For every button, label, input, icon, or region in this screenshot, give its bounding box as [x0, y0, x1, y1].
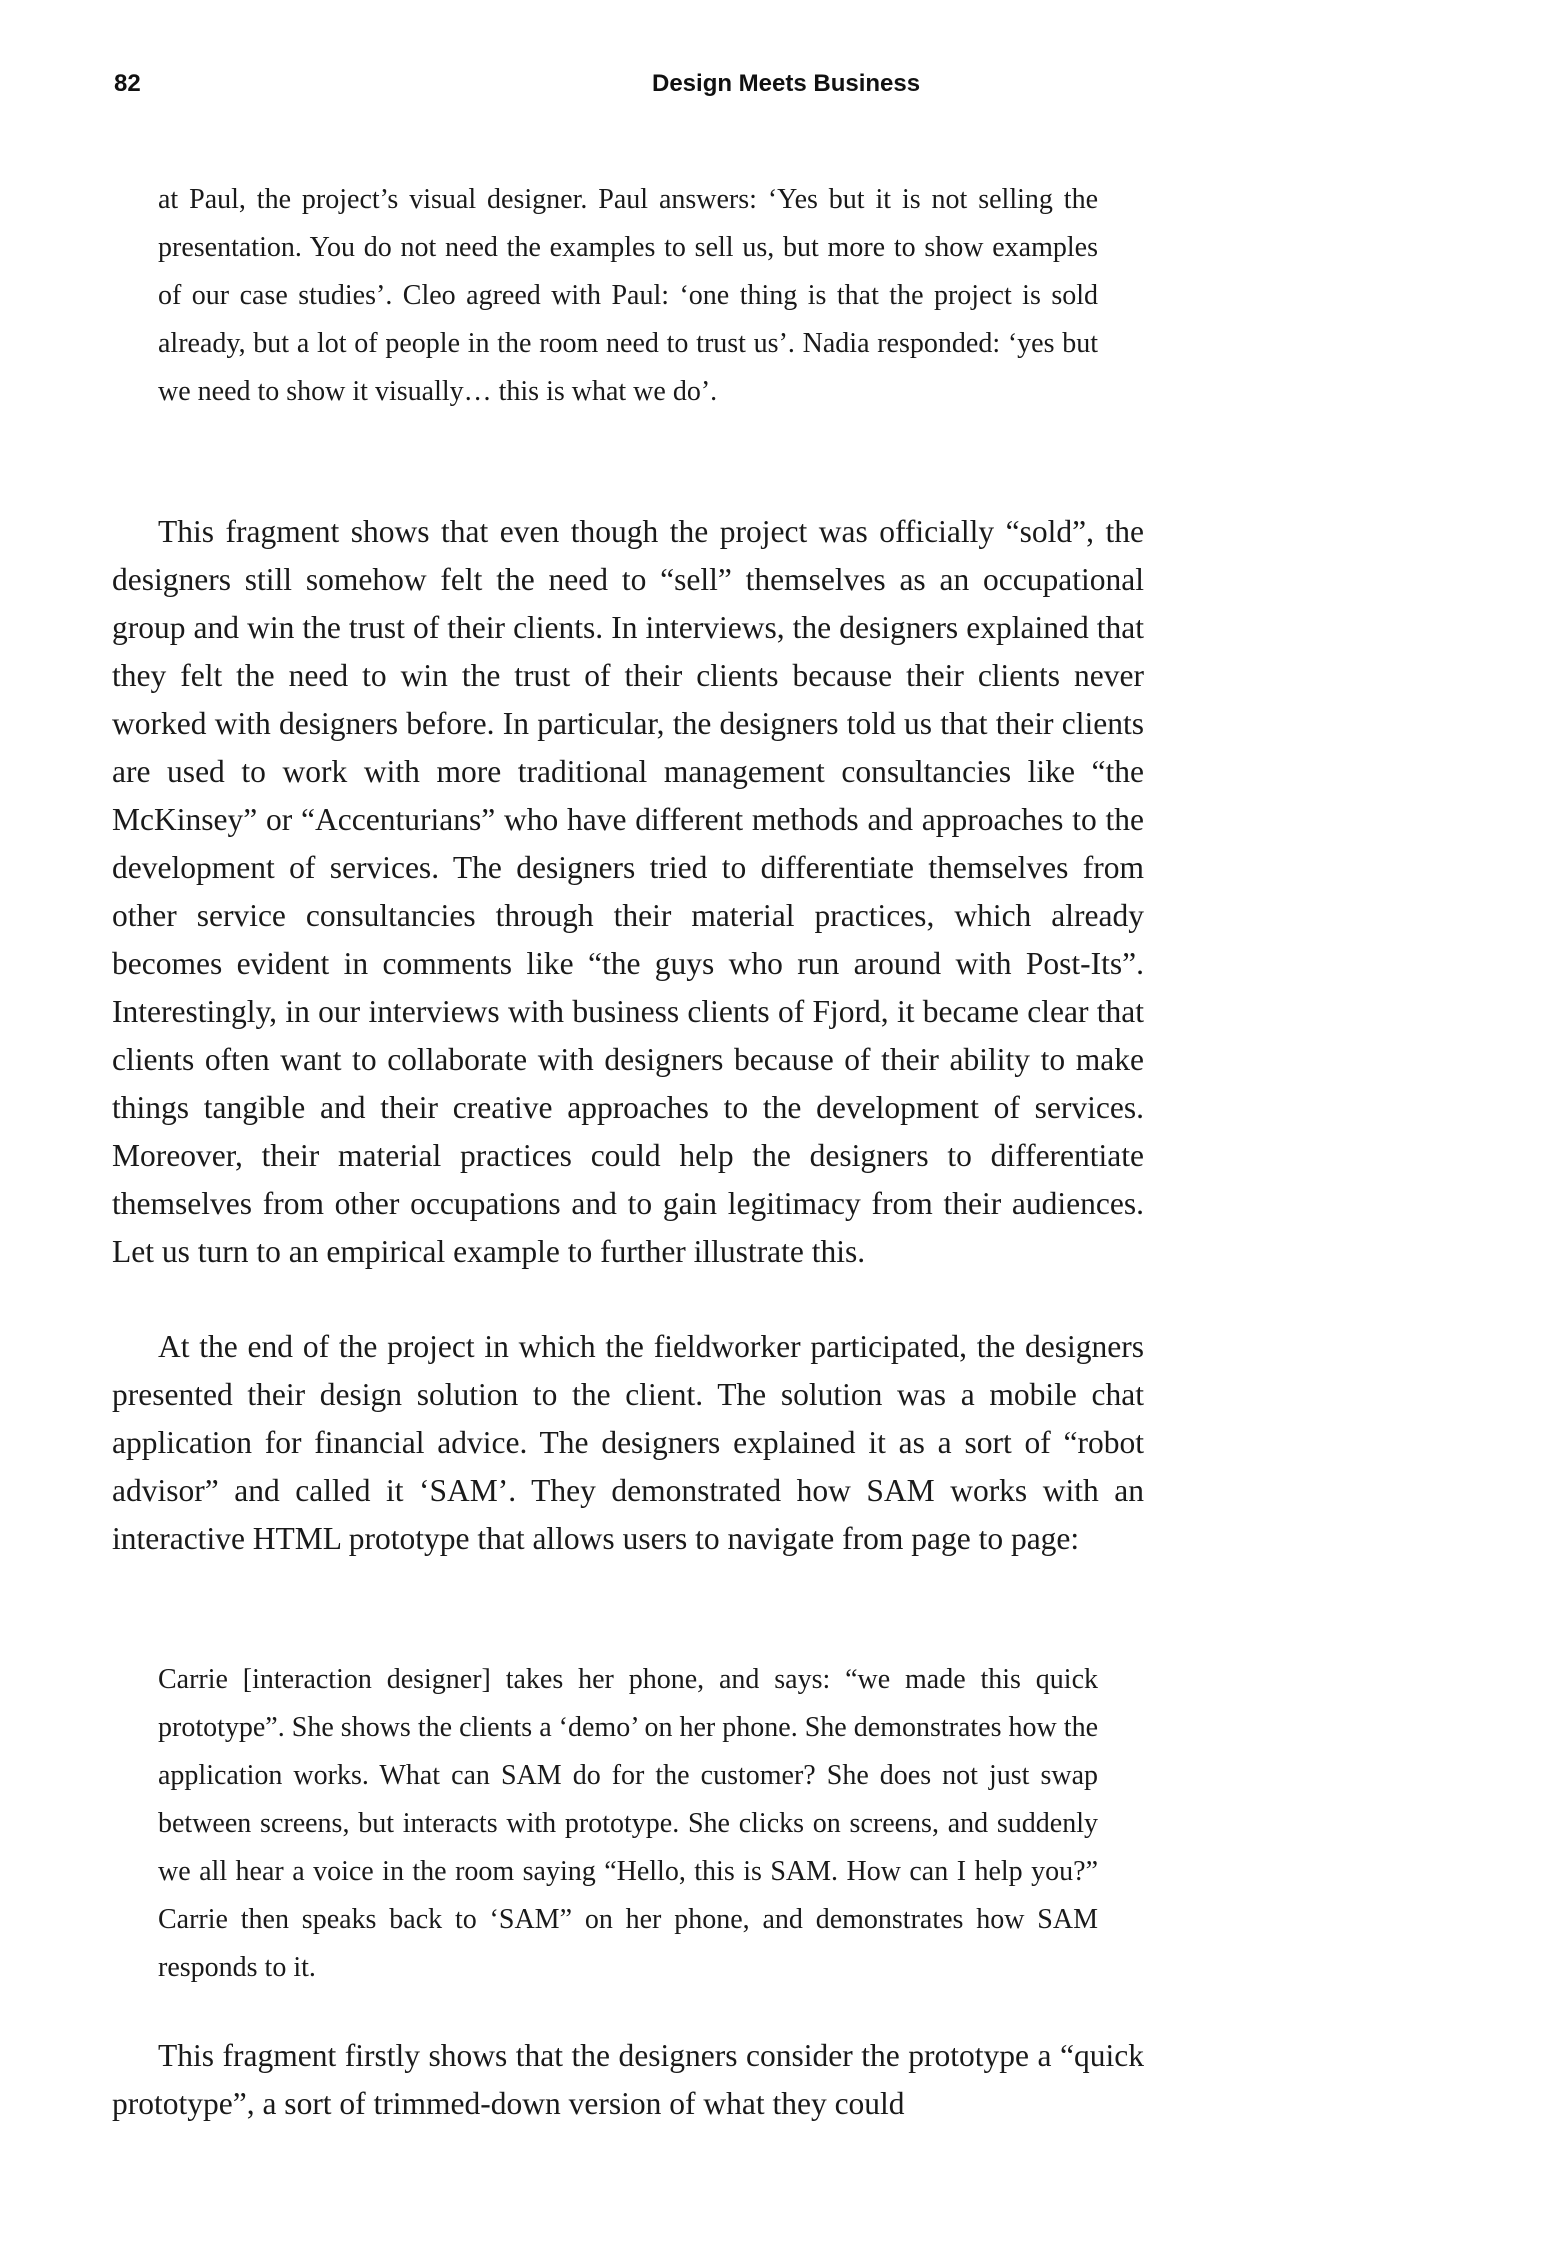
- page-number: 82: [114, 70, 141, 97]
- block-quote-carrie: Carrie [interaction designer] takes her phone, and says: “we made this quick prototype”. She shows the clients a ‘demo’ on her phone. She demonstrates how the application works. What can SAM do for the customer? She does not just swap between screens, but interacts with prototype. She clicks on screens, and suddenly we all hear a voice in the room saying “Hello, this is SAM. How can I help you?” Carrie then speaks back to ‘SAM” on her phone, and demonstrates how SAM responds to it.: [158, 1664, 1098, 1983]
- book-title: Design Meets Business: [652, 70, 921, 97]
- paragraph-quick-prototype: This fragment firstly shows that the designers consider the prototype a “quick prototype”, a sort of trimmed-down version of what they could: [112, 2038, 1144, 2121]
- paragraph-trust: This fragment shows that even though the project was officially “sold”, the designers still somehow felt the need to “sell” themselves as an occupational group and win the trust of their clients. In interviews, the designers explained that they felt the need to win the trust of their clients because their clients never worked with designers before. In particular, the designers told us that their clients are used to work with more traditional management consultancies like “the McKinsey” or “Accenturians” who have different methods and approaches to the development of services. The designers tried to differentiate themselves from other service consultancies through their material practices, which already becomes evident in comments like “the guys who run around with Post-Its”. Interestingly, in our interviews with business clients of Fjord, it became clear that clients often want to collaborate with designers because of their ability to make things tangible and their creative approaches to the development of services. Moreover, their material practices could help the designers to differentiate themselves from other occupations and to gain legitimacy from their audiences. Let us turn to an empirical example to further illustrate this.: [112, 514, 1144, 1269]
- running-header: [0, 70, 1547, 100]
- paragraph-sam-presentation: At the end of the project in which the fieldworker participated, the designers presented their design solution to the client. The solution was a mobile chat application for financial advice. The designers explained it as a sort of “robot advisor” and called it ‘SAM’. They demonstrated how SAM works with an interactive HTML prototype that allows users to navigate from page to page:: [112, 1329, 1144, 1556]
- block-quote-paul: at Paul, the project’s visual designer. Paul answers: ‘Yes but it is not selling the presentation. You do not need the examples to sell us, but more to show examples of our case studies’. Cleo agreed with Paul: ‘one thing is that the project is sold already, but a lot of people in the room need to trust us’. Nadia responded: ‘yes but we need to show it visually… this is what we do’.: [158, 184, 1098, 407]
